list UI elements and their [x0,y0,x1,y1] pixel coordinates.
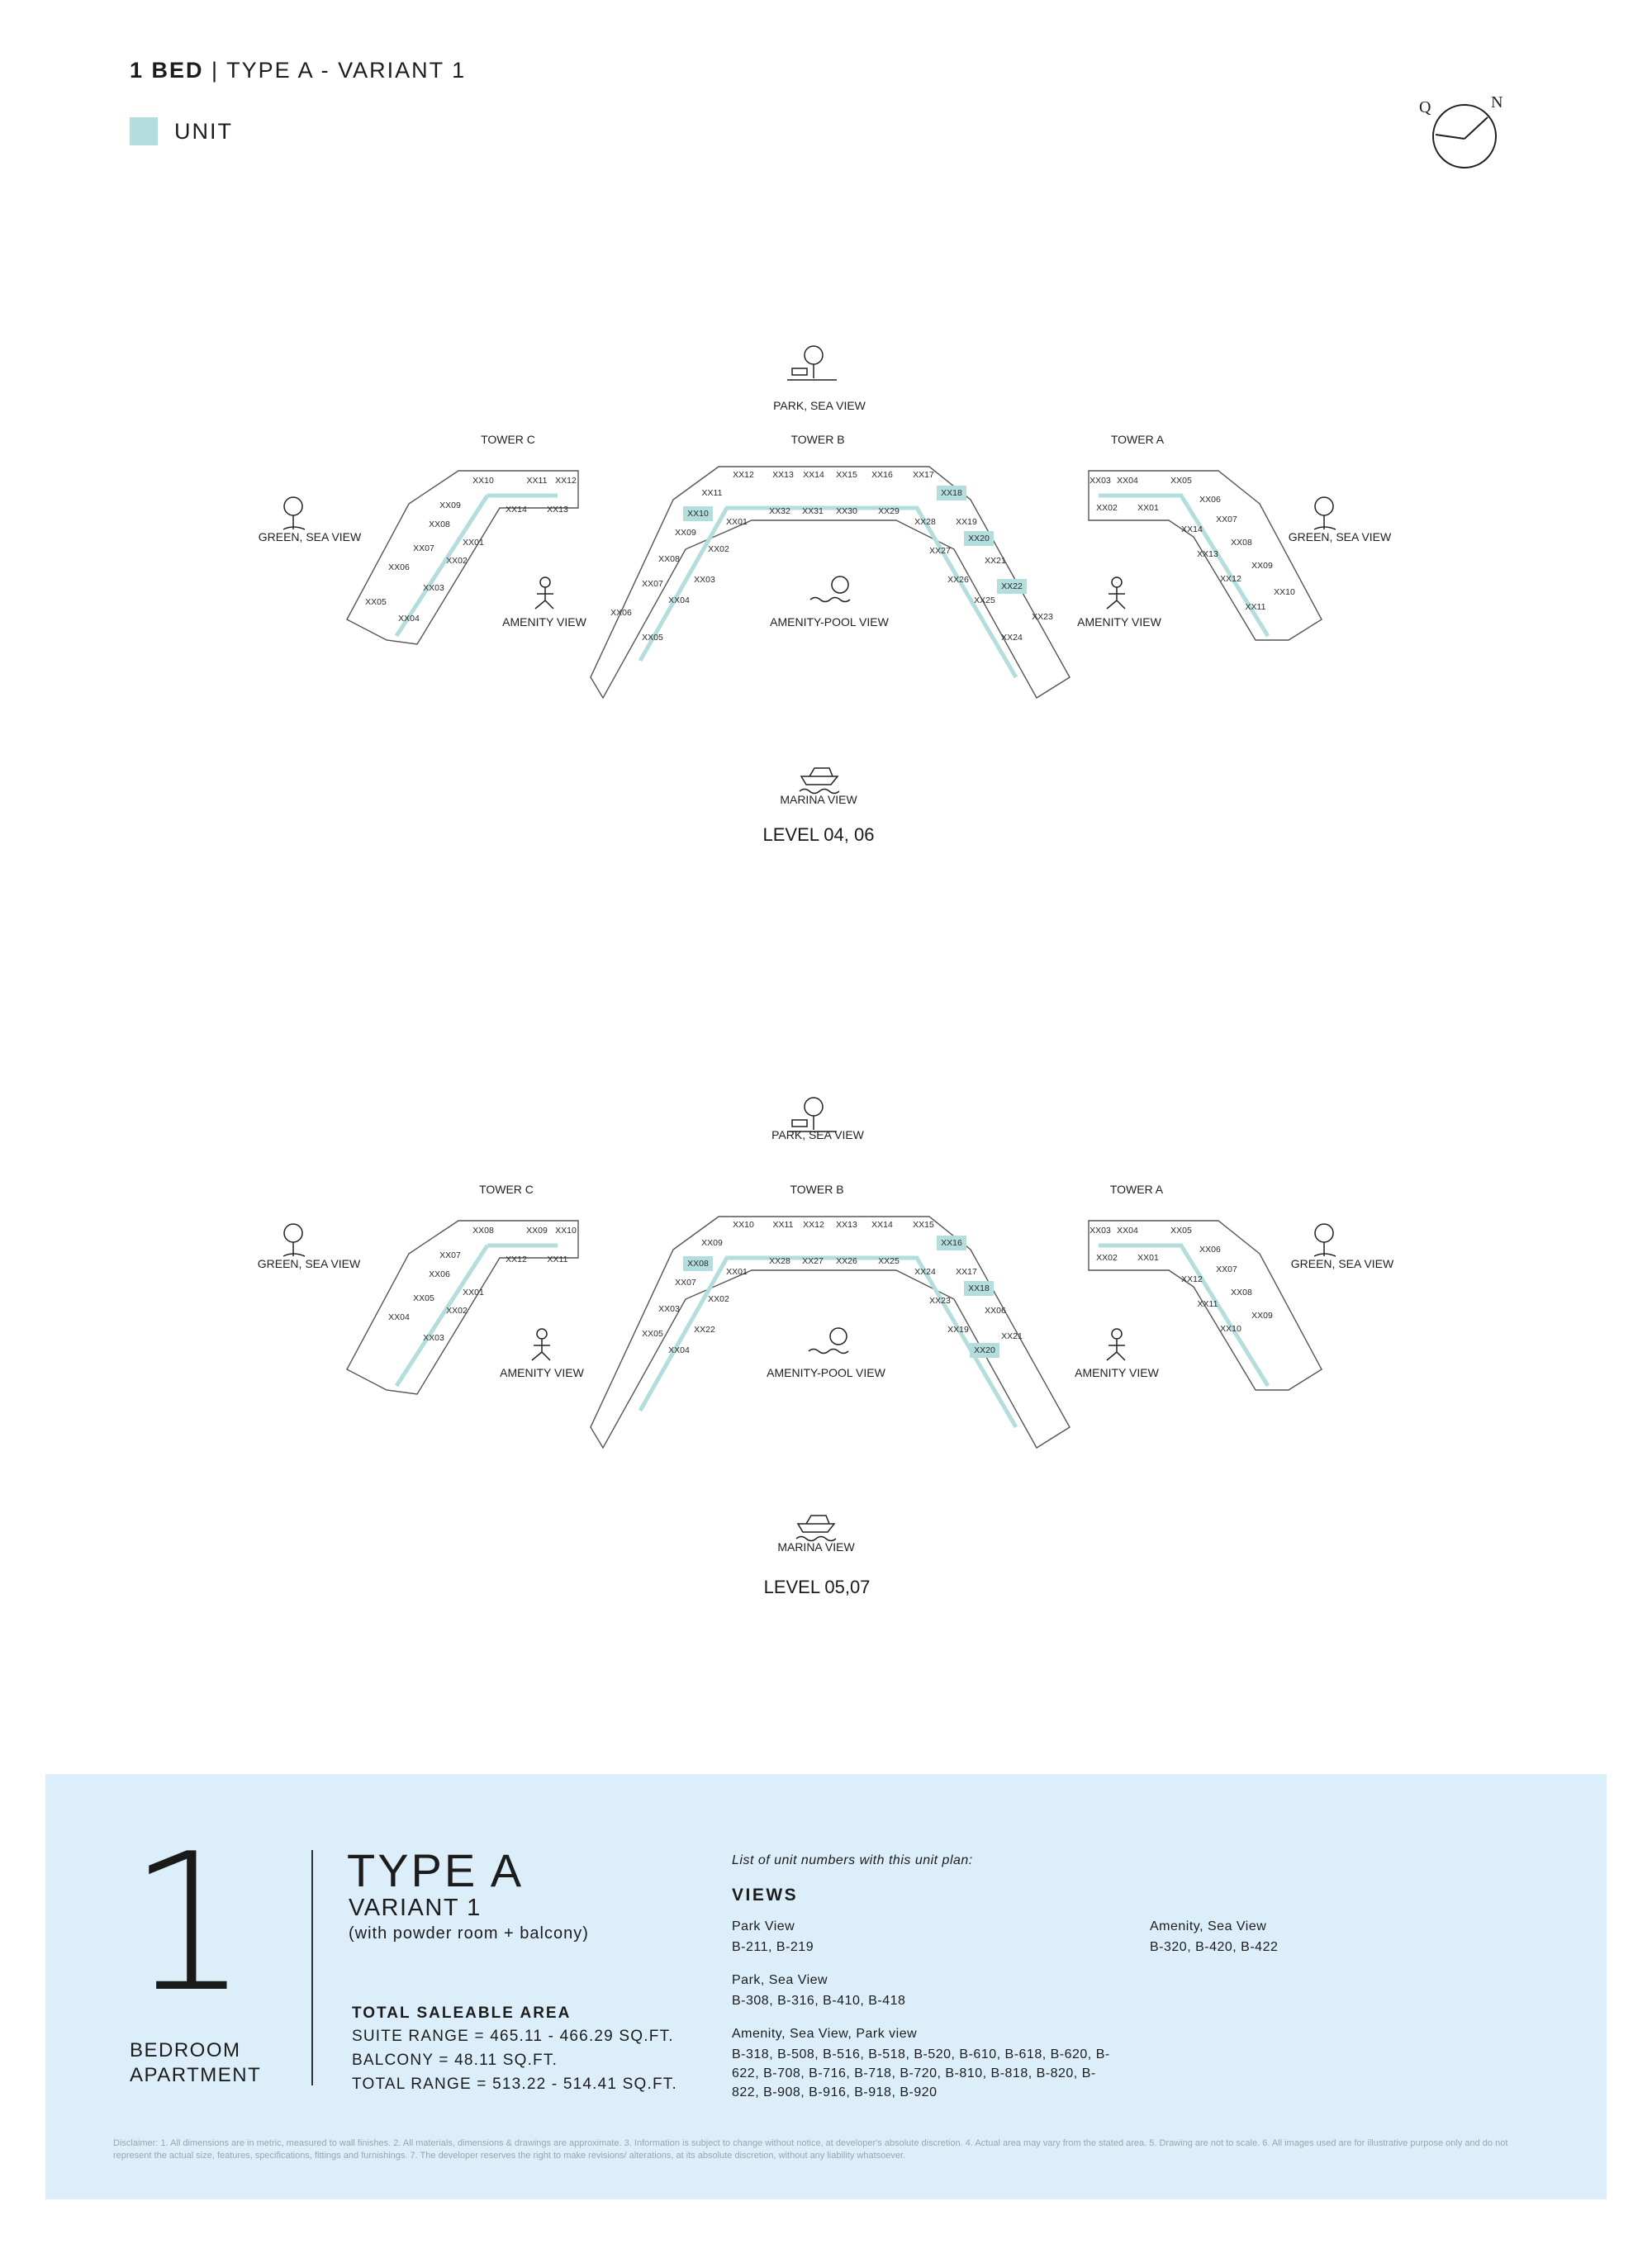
unit-swatch [130,117,158,145]
view-group-name: Park View [732,1919,795,1933]
title-separator: | [211,58,220,83]
balcony-area: BALCONY = 48.11 SQ.FT. [352,2052,558,2069]
unit-label: XX10 [1220,1324,1241,1334]
bedroom-label: BEDROOM [130,2039,241,2061]
unit-label: XX11 [526,476,548,486]
unit-label: XX05 [1170,1226,1192,1236]
unit-label: XX12 [733,470,754,480]
unit-label: XX04 [668,595,690,605]
unit-label: XX02 [446,556,468,566]
unit-label: XX02 [1096,1253,1118,1263]
tower-b-plan [591,1217,1070,1448]
tower-c-label: TOWER C [481,433,535,446]
unit-label: XX01 [1137,503,1159,513]
unit-label: XX21 [1001,1331,1023,1341]
unit-label: XX09 [1251,1311,1273,1321]
unit-label: XX01 [1137,1253,1159,1263]
amenity-figure-icon-right [1107,577,1125,609]
unit-label: XX09 [675,528,696,538]
unit-label: XX06 [1199,1245,1221,1255]
unit-label: XX02 [446,1306,468,1316]
unit-label: XX18 [941,488,962,498]
floor-plan-level-05-07 [0,1065,1652,1644]
unit-label: XX03 [694,575,715,585]
unit-label: XX09 [439,501,461,510]
unit-label: XX09 [526,1226,548,1236]
tower-b-label: TOWER B [790,1183,844,1196]
type-title: TYPE A [347,1844,525,1896]
tree-icon-left [283,497,305,529]
unit-label: XX04 [668,1345,690,1355]
view-group-park [732,1919,1120,1957]
unit-label: XX25 [878,1256,900,1266]
unit-label: XX10 [1274,587,1295,597]
bedroom-apartment-label [130,2038,320,2088]
unit-label: XX01 [726,517,748,527]
unit-label: XX10 [555,1226,577,1236]
unit-label: XX02 [708,544,729,554]
compass-icon [1404,87,1520,178]
unit-label: XX09 [1251,561,1273,571]
unit-label: XX08 [429,519,450,529]
unit-label: XX25 [974,595,995,605]
unit-label: XX08 [658,554,680,564]
view-group-name: Park, Sea View [732,1973,828,1987]
tower-c-label: TOWER C [479,1183,534,1196]
unit-label: XX02 [1096,503,1118,513]
unit-label: XX11 [547,1255,568,1264]
tree-icon-right [1314,497,1336,529]
unit-label: XX16 [941,1238,962,1248]
title-type: TYPE A - VARIANT 1 [226,58,467,83]
unit-label: XX03 [423,583,444,593]
unit-label: XX03 [423,1333,444,1343]
suite-range: SUITE RANGE = 465.11 - 466.29 SQ.FT. [352,2028,674,2045]
unit-label: XX32 [769,506,790,516]
unit-label: XX24 [1001,633,1023,643]
unit-label: XX20 [968,534,990,543]
marina-view-label: MARINA VIEW [780,793,857,806]
unit-label: XX15 [836,470,857,480]
view-group-units: B-308, B-316, B-410, B-418 [732,1994,906,2008]
total-range: TOTAL RANGE = 513.22 - 514.41 SQ.FT. [352,2076,677,2093]
view-group-units: B-211, B-219 [732,1940,814,1954]
unit-label: XX11 [772,1220,794,1230]
unit-label: XX06 [429,1269,450,1279]
unit-label: XX30 [836,506,857,516]
view-group-units: B-318, B-508, B-516, B-518, B-520, B-610, B-618, B-620, B-622, B-708, B-716, B-718, B-720, B-810, B-818, B-820, B-822, B-908, B-916, B-918, B-920 [732,2047,1110,2099]
variant-note: (with powder room + balcony) [349,1924,589,1943]
unit-label: XX13 [836,1220,857,1230]
tower-b-label: TOWER B [790,433,845,446]
pool-icon [809,1328,848,1354]
unit-label: XX07 [675,1278,696,1288]
unit-label: XX06 [610,608,632,618]
unit-label: XX13 [1197,549,1218,559]
yacht-icon [800,768,839,794]
unit-label: XX23 [929,1296,951,1306]
unit-label: XX05 [1170,476,1192,486]
view-group-units: B-320, B-420, B-422 [1150,1940,1279,1954]
amenity-pool-view: AMENITY-POOL VIEW [770,615,889,629]
unit-label: XX22 [694,1325,715,1335]
unit-label: XX19 [956,517,977,527]
view-group-name: Amenity, Sea View [1150,1919,1267,1933]
unit-label: XX14 [506,505,527,515]
unit-label: XX17 [956,1267,977,1277]
unit-label: XX07 [1216,1264,1237,1274]
view-group-name: Amenity, Sea View, Park view [732,2027,918,2041]
level-label: LEVEL 04, 06 [762,824,875,845]
view-group-amenity-sea-park [732,2027,1120,2102]
unit-label: XX26 [947,575,969,585]
unit-label: XX05 [642,633,663,643]
unit-label: XX19 [947,1325,969,1335]
unit-label: XX08 [1231,538,1252,548]
unit-label: XX01 [726,1267,748,1277]
views-title: VIEWS [732,1886,799,1905]
unit-label: XX02 [708,1294,729,1304]
unit-label: XX08 [472,1226,494,1236]
unit-label: XX23 [1032,612,1053,622]
unit-label: XX06 [1199,495,1221,505]
pool-icon [810,576,850,602]
marina-view-label: MARINA VIEW [777,1540,855,1554]
amenity-figure-icon-right [1107,1329,1125,1360]
unit-label: XX18 [968,1283,990,1293]
amenity-view-left: AMENITY VIEW [502,615,586,629]
park-bench-tree-icon [787,346,837,380]
unit-label: XX12 [803,1220,824,1230]
level-label: LEVEL 05,07 [763,1577,871,1597]
unit-label: XX10 [687,509,709,519]
unit-label: XX07 [642,579,663,589]
yacht-icon [796,1516,836,1541]
unit-label: XX28 [914,517,936,527]
unit-label: XX07 [439,1250,461,1260]
unit-label: XX14 [1181,524,1203,534]
unit-label: XX04 [1117,476,1138,486]
amenity-view-right: AMENITY VIEW [1077,615,1161,629]
tower-a-label: TOWER A [1110,433,1165,446]
unit-label: XX06 [985,1306,1006,1316]
tree-icon-right [1314,1224,1336,1256]
unit-label: XX12 [555,476,577,486]
unit-label: XX01 [463,1288,484,1298]
unit-label: XX08 [1231,1288,1252,1298]
green-sea-view-left: GREEN, SEA VIEW [258,530,362,543]
unit-label: XX12 [1181,1274,1203,1284]
unit-label: XX27 [802,1256,824,1266]
unit-label: XX14 [803,470,824,480]
amenity-view-left: AMENITY VIEW [500,1366,584,1379]
unit-label: XX04 [398,614,420,624]
unit-label: XX11 [1197,1299,1218,1309]
park-bench-tree-icon [787,1098,837,1132]
bedroom-count: 1 [128,1814,249,2034]
unit-label: XX06 [388,562,410,572]
park-sea-view-label: PARK, SEA VIEW [773,399,866,412]
tower-a-plan [1089,1221,1322,1390]
variant-label: VARIANT 1 [349,1895,482,1921]
unit-label: XX09 [701,1238,723,1248]
plan-title [130,58,466,83]
unit-label: XX04 [1117,1226,1138,1236]
unit-label: XX05 [413,1293,434,1303]
unit-label: XX16 [871,470,893,480]
unit-label: XX12 [1220,574,1241,584]
legend-label: UNIT [174,118,233,144]
unit-label: XX03 [1089,476,1111,486]
green-sea-view-right: GREEN, SEA VIEW [1288,530,1392,543]
unit-label: XX07 [1216,515,1237,524]
title-bed: 1 BED [130,58,204,83]
unit-label: XX10 [733,1220,754,1230]
floor-plan-level-04-06 [0,314,1652,892]
unit-label: XX01 [463,538,484,548]
unit-label: XX13 [547,505,568,515]
unit-label: XX28 [769,1256,790,1266]
unit-label: XX08 [687,1259,709,1269]
unit-label: XX04 [388,1312,410,1322]
tree-icon-left [283,1224,305,1256]
unit-label: XX17 [913,470,934,480]
amenity-view-right: AMENITY VIEW [1075,1366,1159,1379]
disclaimer: Disclaimer: 1. All dimensions are in metric, measured to wall finishes. 2. All materials, dimensions & drawings are approximate. 3. Information is subject to change without notice, at developer's absolute discretion. 4. Actual area may vary from the stated area. 5. Drawing are not to scale. 6. All images used are for illustrative purpose only and do not represent the actual size, features, specifications, fittings and furnishings. 7. The developer reserves the right to make revisions/ alterations, at its absolute discretion, without any liability whatsoever. [113,2138,1508,2161]
unit-label: XX05 [642,1329,663,1339]
unit-label: XX11 [701,488,723,498]
view-group-amenity-sea [1150,1919,1538,1957]
view-group-park-sea [732,1973,1120,2010]
green-sea-view-left: GREEN, SEA VIEW [257,1257,361,1270]
compass-n: N [1491,93,1503,111]
unit-label: XX03 [658,1304,680,1314]
green-sea-view-right: GREEN, SEA VIEW [1290,1257,1394,1270]
unit-label: XX11 [1245,602,1266,612]
unit-label: XX12 [506,1255,527,1264]
tower-b-plan [591,467,1070,698]
unit-label: XX26 [836,1256,857,1266]
park-sea-view-label: PARK, SEA VIEW [771,1128,864,1141]
unit-label: XX31 [802,506,824,516]
unit-label: XX27 [929,546,951,556]
tower-a-label: TOWER A [1109,1183,1164,1196]
divider [311,1850,313,2085]
amenity-figure-icon-left [532,1329,550,1360]
unit-label: XX14 [871,1220,893,1230]
unit-label: XX24 [914,1267,936,1277]
unit-label: XX22 [1001,581,1023,591]
unit-label: XX10 [472,476,494,486]
unit-label: XX07 [413,543,434,553]
unit-label: XX15 [913,1220,934,1230]
amenity-pool-view: AMENITY-POOL VIEW [767,1366,885,1379]
apartment-label: APARTMENT [130,2064,262,2086]
unit-label: XX29 [878,506,900,516]
unit-label: XX05 [365,597,387,607]
amenity-figure-icon-left [535,577,553,609]
unit-label: XX03 [1089,1226,1111,1236]
legend [130,117,233,145]
unit-label: XX20 [974,1345,995,1355]
saleable-area-title: TOTAL SALEABLE AREA [352,2004,572,2022]
unit-label: XX13 [772,470,794,480]
unit-label: XX21 [985,556,1006,566]
compass-q: Q [1419,98,1431,116]
unit-list-title: List of unit numbers with this unit plan: [732,1853,973,1867]
